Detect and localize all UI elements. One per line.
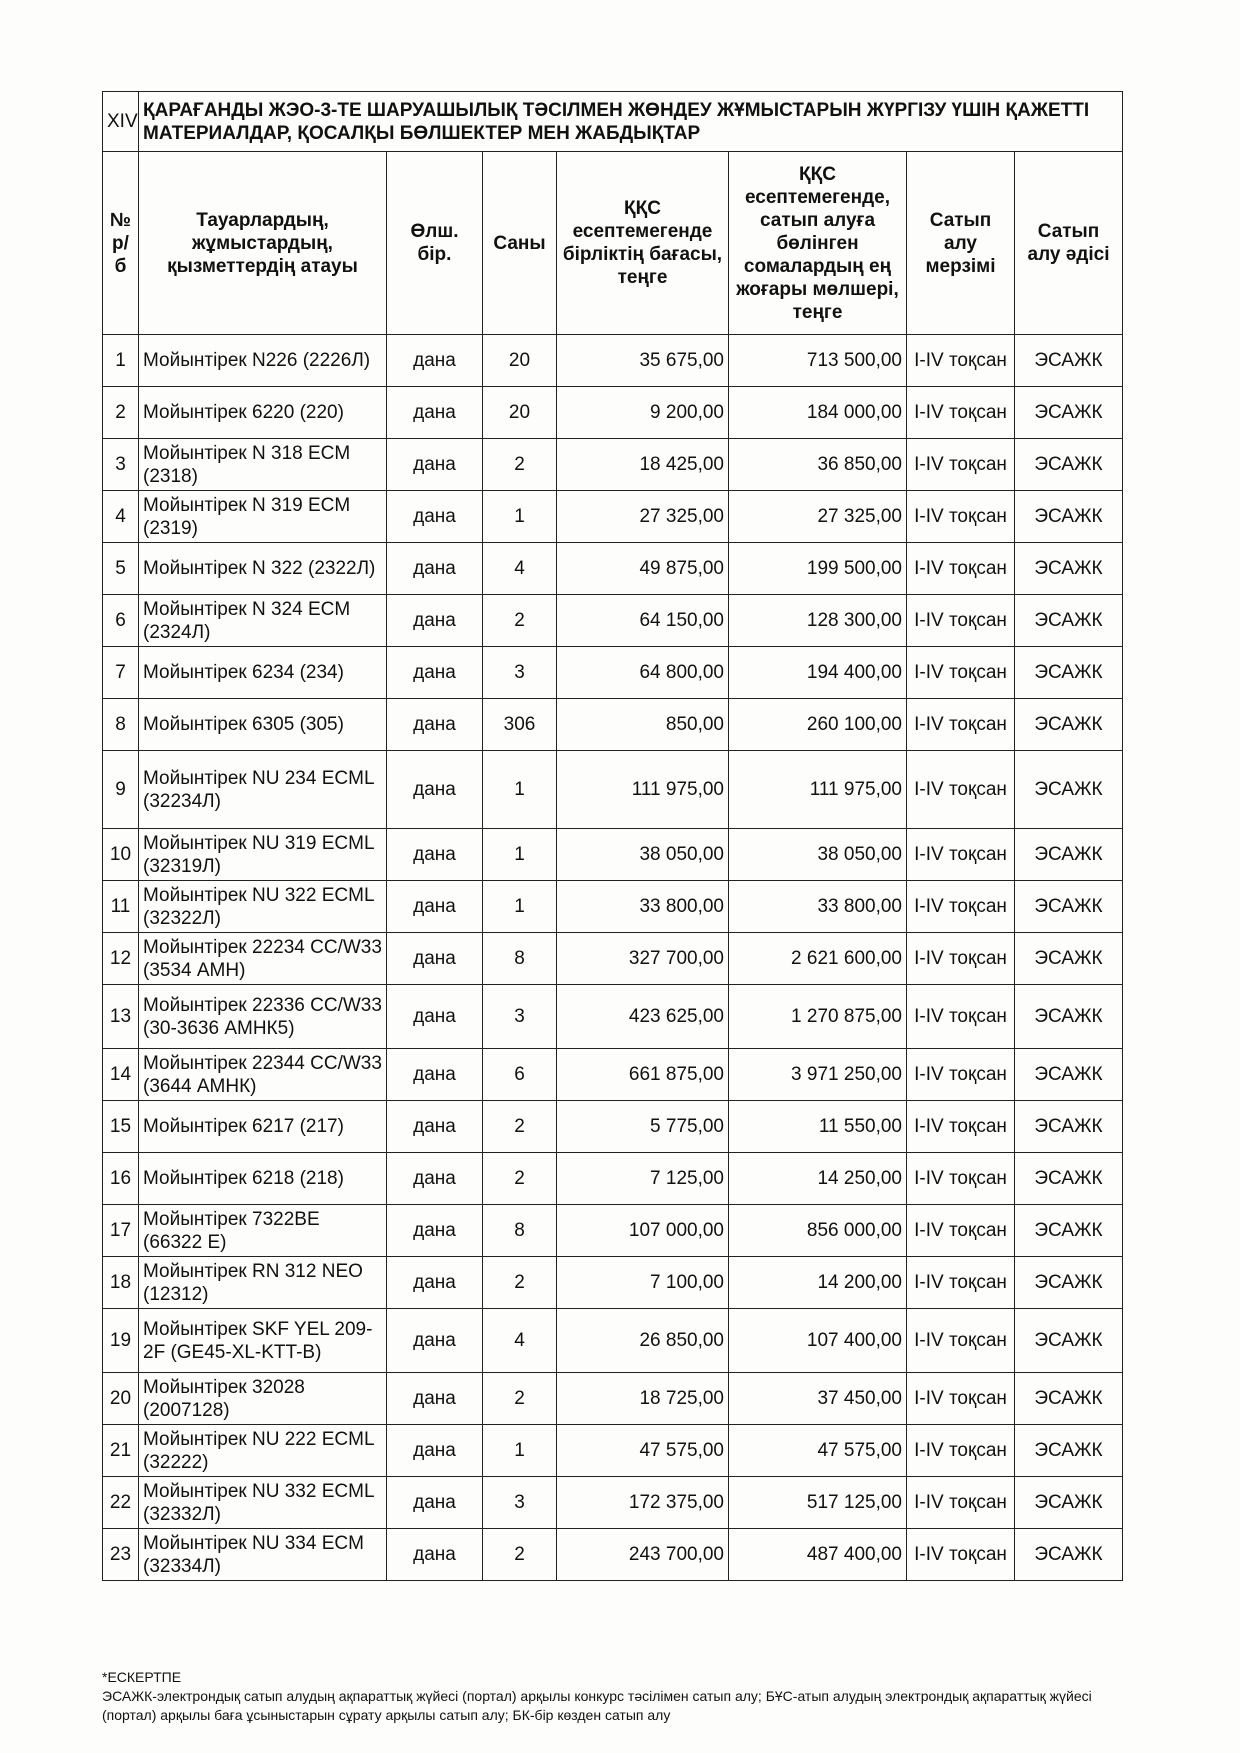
table-row	[103, 1153, 1123, 1205]
item-name: Мойынтірек 32028 (2007128)	[139, 1373, 387, 1425]
item-qty: 3	[483, 985, 557, 1049]
item-name: Мойынтірек 6220 (220)	[139, 387, 387, 439]
row-number: 22	[103, 1477, 139, 1529]
footnote-title: *ЕСКЕРТПЕ	[102, 1669, 182, 1685]
footnote-text: ЭСАЖК-электрондық сатып алудың ақпараттық жүйесі (портал) арқылы конкурс тәсілімен сатып алу; БҰС-атып алудың электрондық ақпараттық жүйесі (портал) арқылы баға ұсыныстарын сұрату арқылы сатып алу; БК-бір көзден сатып алу	[102, 1688, 1092, 1723]
item-method: ЭСАЖК	[1015, 699, 1123, 751]
item-name: Мойынтірек N 319 ECM (2319)	[139, 491, 387, 543]
table-row	[103, 335, 1123, 387]
item-total: 260 100,00	[729, 699, 907, 751]
table-row	[103, 1257, 1123, 1309]
row-number: 10	[103, 829, 139, 881]
table-row	[103, 595, 1123, 647]
row-number: 6	[103, 595, 139, 647]
item-price: 7 100,00	[557, 1257, 729, 1309]
item-period: I-IV тоқсан	[907, 1373, 1015, 1425]
item-total: 194 400,00	[729, 647, 907, 699]
item-price: 327 700,00	[557, 933, 729, 985]
item-unit: дана	[387, 543, 483, 595]
item-qty: 2	[483, 595, 557, 647]
table-row	[103, 1373, 1123, 1425]
item-method: ЭСАЖК	[1015, 1373, 1123, 1425]
item-period: I-IV тоқсан	[907, 829, 1015, 881]
item-name: Мойынтірек 6305 (305)	[139, 699, 387, 751]
row-number: 17	[103, 1205, 139, 1257]
header-num: № р/б	[103, 152, 139, 335]
item-unit: дана	[387, 439, 483, 491]
item-name: Мойынтірек 6218 (218)	[139, 1153, 387, 1205]
item-period: I-IV тоқсан	[907, 335, 1015, 387]
item-method: ЭСАЖК	[1015, 1257, 1123, 1309]
item-qty: 2	[483, 1529, 557, 1581]
item-qty: 8	[483, 933, 557, 985]
item-total: 107 400,00	[729, 1309, 907, 1373]
item-unit: дана	[387, 387, 483, 439]
item-price: 27 325,00	[557, 491, 729, 543]
item-period: I-IV тоқсан	[907, 1101, 1015, 1153]
item-method: ЭСАЖК	[1015, 647, 1123, 699]
item-total: 1 270 875,00	[729, 985, 907, 1049]
item-name: Мойынтірек 22336 CC/W33 (30-3636 АМНК5)	[139, 985, 387, 1049]
item-period: I-IV тоқсан	[907, 439, 1015, 491]
table-body	[103, 335, 1123, 1581]
item-name: Мойынтірек NU 222 ECML (32222)	[139, 1425, 387, 1477]
item-method: ЭСАЖК	[1015, 881, 1123, 933]
item-name: Мойынтірек SKF YEL 209-2F (GE45-XL-KTT-B)	[139, 1309, 387, 1373]
table-row	[103, 985, 1123, 1049]
item-method: ЭСАЖК	[1015, 595, 1123, 647]
item-method: ЭСАЖК	[1015, 1529, 1123, 1581]
item-method: ЭСАЖК	[1015, 1477, 1123, 1529]
table-row	[103, 1309, 1123, 1373]
row-number: 16	[103, 1153, 139, 1205]
item-period: I-IV тоқсан	[907, 1425, 1015, 1477]
item-unit: дана	[387, 1153, 483, 1205]
row-number: 2	[103, 387, 139, 439]
item-period: I-IV тоқсан	[907, 699, 1015, 751]
item-qty: 1	[483, 751, 557, 829]
header-row	[103, 152, 1123, 335]
item-name: Мойынтірек RN 312 NEO (12312)	[139, 1257, 387, 1309]
item-price: 35 675,00	[557, 335, 729, 387]
item-price: 49 875,00	[557, 543, 729, 595]
item-name: Мойынтірек 22344 CC/W33 (3644 АМНК)	[139, 1049, 387, 1101]
item-total: 38 050,00	[729, 829, 907, 881]
item-price: 64 150,00	[557, 595, 729, 647]
item-total: 36 850,00	[729, 439, 907, 491]
item-name: Мойынтірек N 324 ECM (2324Л)	[139, 595, 387, 647]
item-total: 37 450,00	[729, 1373, 907, 1425]
item-method: ЭСАЖК	[1015, 491, 1123, 543]
item-unit: дана	[387, 829, 483, 881]
row-number: 19	[103, 1309, 139, 1373]
item-price: 172 375,00	[557, 1477, 729, 1529]
item-method: ЭСАЖК	[1015, 1101, 1123, 1153]
table-row	[103, 699, 1123, 751]
item-method: ЭСАЖК	[1015, 543, 1123, 595]
item-method: ЭСАЖК	[1015, 1425, 1123, 1477]
item-total: 111 975,00	[729, 751, 907, 829]
item-unit: дана	[387, 595, 483, 647]
item-name: Мойынтірек 7322BE (66322 E)	[139, 1205, 387, 1257]
row-number: 1	[103, 335, 139, 387]
table-row	[103, 543, 1123, 595]
table-row	[103, 1101, 1123, 1153]
item-qty: 4	[483, 1309, 557, 1373]
item-period: I-IV тоқсан	[907, 1529, 1015, 1581]
section-row	[103, 92, 1123, 152]
item-name: Мойынтірек 22234 CC/W33 (3534 АМН)	[139, 933, 387, 985]
item-unit: дана	[387, 1425, 483, 1477]
item-price: 243 700,00	[557, 1529, 729, 1581]
item-name: Мойынтірек N226 (2226Л)	[139, 335, 387, 387]
item-price: 7 125,00	[557, 1153, 729, 1205]
item-price: 107 000,00	[557, 1205, 729, 1257]
item-period: I-IV тоқсан	[907, 933, 1015, 985]
item-unit: дана	[387, 1373, 483, 1425]
item-total: 199 500,00	[729, 543, 907, 595]
item-period: I-IV тоқсан	[907, 751, 1015, 829]
item-method: ЭСАЖК	[1015, 985, 1123, 1049]
item-method: ЭСАЖК	[1015, 1049, 1123, 1101]
table-row	[103, 881, 1123, 933]
item-qty: 1	[483, 491, 557, 543]
item-unit: дана	[387, 699, 483, 751]
item-unit: дана	[387, 985, 483, 1049]
item-qty: 4	[483, 543, 557, 595]
item-total: 11 550,00	[729, 1101, 907, 1153]
item-period: I-IV тоқсан	[907, 647, 1015, 699]
table-row	[103, 387, 1123, 439]
header-method: Сатып алу әдісі	[1015, 152, 1123, 335]
row-number: 11	[103, 881, 139, 933]
row-number: 8	[103, 699, 139, 751]
item-period: I-IV тоқсан	[907, 1309, 1015, 1373]
item-price: 111 975,00	[557, 751, 729, 829]
item-period: I-IV тоқсан	[907, 595, 1015, 647]
item-period: I-IV тоқсан	[907, 1049, 1015, 1101]
item-price: 9 200,00	[557, 387, 729, 439]
item-qty: 2	[483, 1373, 557, 1425]
item-unit: дана	[387, 335, 483, 387]
header-total: ҚҚС есептемегенде, сатып алуға бөлінген сомалардың ең жоғары мөлшері, теңге	[729, 152, 907, 335]
item-method: ЭСАЖК	[1015, 1205, 1123, 1257]
item-period: I-IV тоқсан	[907, 1153, 1015, 1205]
row-number: 13	[103, 985, 139, 1049]
item-total: 856 000,00	[729, 1205, 907, 1257]
item-qty: 1	[483, 829, 557, 881]
item-name: Мойынтірек NU 334 ECM (32334Л)	[139, 1529, 387, 1581]
table-row	[103, 1477, 1123, 1529]
item-unit: дана	[387, 1529, 483, 1581]
item-qty: 306	[483, 699, 557, 751]
item-unit: дана	[387, 1257, 483, 1309]
table-row	[103, 439, 1123, 491]
item-price: 47 575,00	[557, 1425, 729, 1477]
item-method: ЭСАЖК	[1015, 829, 1123, 881]
row-number: 20	[103, 1373, 139, 1425]
item-qty: 20	[483, 387, 557, 439]
item-unit: дана	[387, 1309, 483, 1373]
row-number: 15	[103, 1101, 139, 1153]
item-qty: 2	[483, 1101, 557, 1153]
item-total: 184 000,00	[729, 387, 907, 439]
footnote	[102, 1668, 1132, 1725]
item-qty: 2	[483, 439, 557, 491]
item-total: 3 971 250,00	[729, 1049, 907, 1101]
item-period: I-IV тоқсан	[907, 1205, 1015, 1257]
item-qty: 1	[483, 1425, 557, 1477]
row-number: 12	[103, 933, 139, 985]
table-row	[103, 491, 1123, 543]
item-total: 713 500,00	[729, 335, 907, 387]
item-period: I-IV тоқсан	[907, 387, 1015, 439]
item-method: ЭСАЖК	[1015, 335, 1123, 387]
item-name: Мойынтірек NU 319 ECML (32319Л)	[139, 829, 387, 881]
row-number: 4	[103, 491, 139, 543]
item-qty: 3	[483, 1477, 557, 1529]
item-method: ЭСАЖК	[1015, 933, 1123, 985]
table-row	[103, 1425, 1123, 1477]
row-number: 21	[103, 1425, 139, 1477]
table-row	[103, 1205, 1123, 1257]
materials-table	[102, 91, 1123, 1581]
item-qty: 2	[483, 1153, 557, 1205]
item-unit: дана	[387, 1101, 483, 1153]
item-period: I-IV тоқсан	[907, 1477, 1015, 1529]
item-price: 33 800,00	[557, 881, 729, 933]
table-row	[103, 751, 1123, 829]
header-unit: Өлш. бір.	[387, 152, 483, 335]
item-name: Мойынтірек N 322 (2322Л)	[139, 543, 387, 595]
item-period: I-IV тоқсан	[907, 491, 1015, 543]
row-number: 14	[103, 1049, 139, 1101]
item-price: 26 850,00	[557, 1309, 729, 1373]
item-unit: дана	[387, 933, 483, 985]
table-row	[103, 829, 1123, 881]
header-period: Сатып алу мерзімі	[907, 152, 1015, 335]
row-number: 23	[103, 1529, 139, 1581]
item-price: 18 425,00	[557, 439, 729, 491]
row-number: 9	[103, 751, 139, 829]
item-qty: 6	[483, 1049, 557, 1101]
item-unit: дана	[387, 647, 483, 699]
item-name: Мойынтірек 6234 (234)	[139, 647, 387, 699]
item-name: Мойынтірек NU 322 ECML (32322Л)	[139, 881, 387, 933]
row-number: 18	[103, 1257, 139, 1309]
item-total: 14 200,00	[729, 1257, 907, 1309]
table-row	[103, 1529, 1123, 1581]
header-qty: Саны	[483, 152, 557, 335]
item-method: ЭСАЖК	[1015, 1153, 1123, 1205]
section-title: ҚАРАҒАНДЫ ЖЭО-3-ТЕ ШАРУАШЫЛЫҚ ТӘСІЛМЕН ЖӨНДЕУ ЖҰМЫСТАРЫН ЖҮРГІЗУ ҮШІН ҚАЖЕТТІ МАТЕРИАЛДАР, ҚОСАЛҚЫ БӨЛШЕКТЕР МЕН ЖАБДЫҚТАР	[139, 92, 1123, 152]
item-qty: 2	[483, 1257, 557, 1309]
item-method: ЭСАЖК	[1015, 1309, 1123, 1373]
item-total: 2 621 600,00	[729, 933, 907, 985]
item-unit: дана	[387, 1049, 483, 1101]
item-method: ЭСАЖК	[1015, 387, 1123, 439]
item-price: 850,00	[557, 699, 729, 751]
item-total: 128 300,00	[729, 595, 907, 647]
item-name: Мойынтірек 6217 (217)	[139, 1101, 387, 1153]
item-qty: 1	[483, 881, 557, 933]
header-price: ҚҚС есептемегенде бірліктің бағасы, теңге	[557, 152, 729, 335]
table-row	[103, 1049, 1123, 1101]
item-name: Мойынтірек NU 332 ECML (32332Л)	[139, 1477, 387, 1529]
item-total: 487 400,00	[729, 1529, 907, 1581]
section-number: XIV	[103, 92, 139, 152]
item-qty: 20	[483, 335, 557, 387]
item-method: ЭСАЖК	[1015, 751, 1123, 829]
item-total: 14 250,00	[729, 1153, 907, 1205]
table-row	[103, 933, 1123, 985]
item-unit: дана	[387, 491, 483, 543]
item-total: 517 125,00	[729, 1477, 907, 1529]
item-total: 33 800,00	[729, 881, 907, 933]
item-price: 661 875,00	[557, 1049, 729, 1101]
item-unit: дана	[387, 1205, 483, 1257]
item-price: 423 625,00	[557, 985, 729, 1049]
item-method: ЭСАЖК	[1015, 439, 1123, 491]
row-number: 7	[103, 647, 139, 699]
item-unit: дана	[387, 751, 483, 829]
item-unit: дана	[387, 1477, 483, 1529]
row-number: 3	[103, 439, 139, 491]
table-row	[103, 647, 1123, 699]
item-total: 47 575,00	[729, 1425, 907, 1477]
row-number: 5	[103, 543, 139, 595]
header-name: Тауарлардың, жұмыстардың, қызметтердің атауы	[139, 152, 387, 335]
item-unit: дана	[387, 881, 483, 933]
item-total: 27 325,00	[729, 491, 907, 543]
item-period: I-IV тоқсан	[907, 543, 1015, 595]
item-price: 18 725,00	[557, 1373, 729, 1425]
item-period: I-IV тоқсан	[907, 985, 1015, 1049]
item-period: I-IV тоқсан	[907, 1257, 1015, 1309]
item-name: Мойынтірек N 318 ECM (2318)	[139, 439, 387, 491]
item-price: 5 775,00	[557, 1101, 729, 1153]
item-qty: 8	[483, 1205, 557, 1257]
item-price: 64 800,00	[557, 647, 729, 699]
item-period: I-IV тоқсан	[907, 881, 1015, 933]
item-name: Мойынтірек NU 234 ECML (32234Л)	[139, 751, 387, 829]
item-qty: 3	[483, 647, 557, 699]
item-price: 38 050,00	[557, 829, 729, 881]
